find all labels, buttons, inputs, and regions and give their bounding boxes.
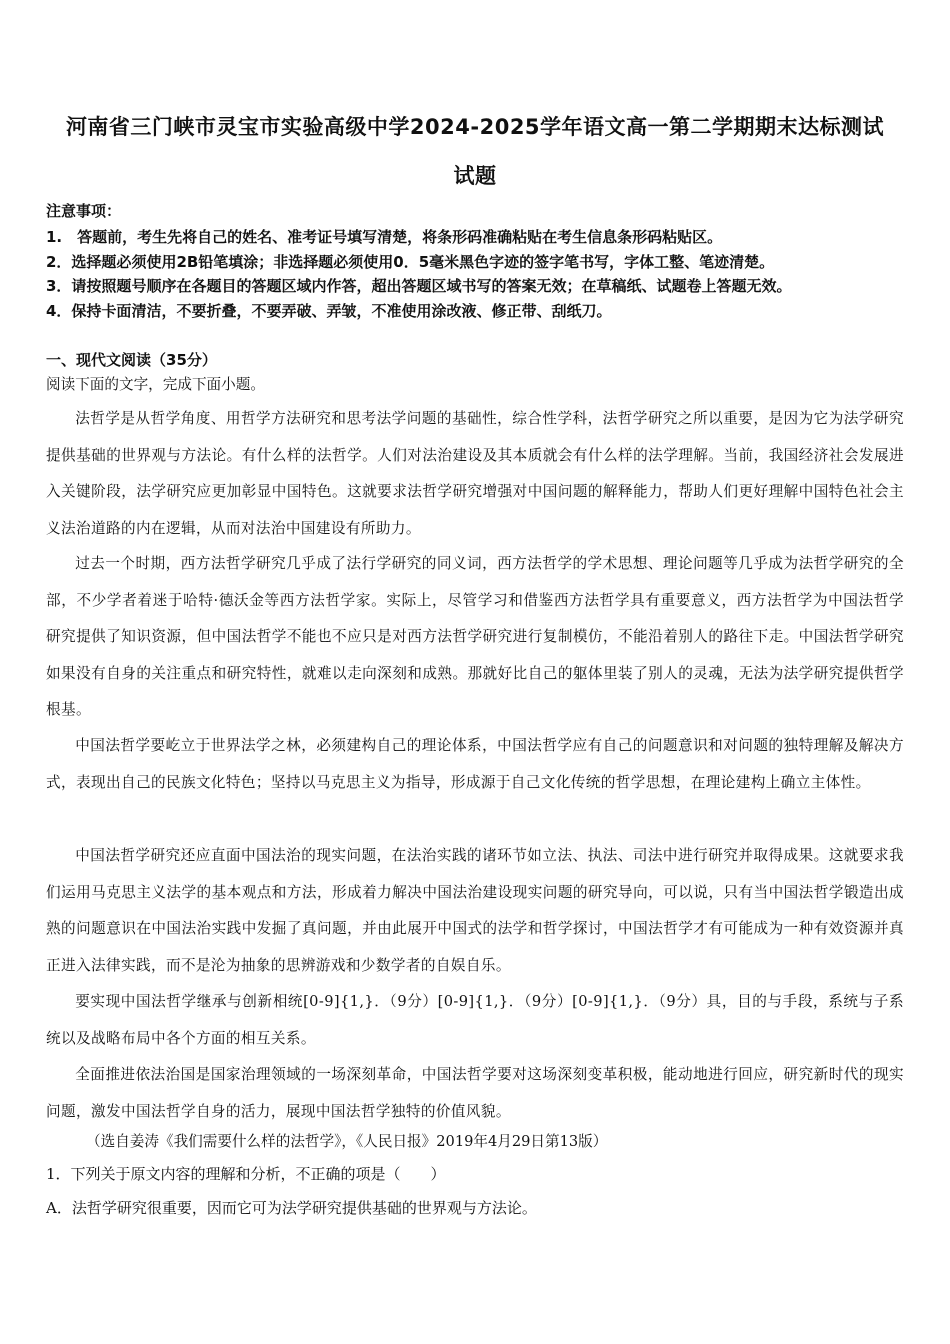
section-heading: 一、现代文阅读（35分） <box>46 351 217 369</box>
passage-paragraph-1: 法哲学是从哲学角度、用哲学方法研究和思考法学问题的基础性，综合性学科，法哲学研究之所以重要，是因为它为法学研究提供基础的世界观与方法论。有什么样的法哲学。人们对法治建设及其本质就会有什么样的法学理解。当前，我国经济社会发展进入关键阶段，法学研究应更加彰显中国特色。这就要求法哲学研究增强对中国问题的解释能力，帮助人们更好理解中国特色社会主义法治道路的内在逻辑，从而对法治中国建设有所助力。 <box>46 410 904 537</box>
notice-item-3: 3．请按照题号顺序在各题目的答题区域内作答，超出答题区域书写的答案无效；在草稿纸、试题卷上答题无效。 <box>46 277 792 295</box>
document-title-line-2: 试题 <box>453 164 497 188</box>
passage-paragraph-4: 中国法哲学研究还应直面中国法治的现实问题，在法治实践的诸环节如立法、执法、司法中进行研究并取得成果。这就要求我们运用马克思主义法学的基本观点和方法，形成着力解决中国法治建设现实问题的研究导向，可以说，只有当中国法哲学锻造出成熟的问题意识在中国法治实践中发掘了真问题，并由此展开中国式的法学和哲学探讨，中国法哲学才有可能成为一种有效资源并真正进入法律实践，而不是沦为抽象的思辨游戏和少数学者的自娱自乐。 <box>46 847 904 974</box>
reading-instruction: 阅读下面的文字，完成下面小题。 <box>46 376 265 393</box>
passage-paragraph-6: 全面推进依法治国是国家治理领域的一场深刻革命，中国法哲学要对这场深刻变革积极，能动地进行回应，研究新时代的现实问题，激发中国法哲学自身的活力，展现中国法哲学独特的价值风貌。 <box>46 1066 904 1120</box>
passage-paragraph-5: 要实现中国法哲学继承与创新相统[0-9]{1,}．（9分）[0-9]{1,}．（9分）[0-9]{1,}．（9分）具，目的与手段，系统与子系统以及战略布局中各个方面的相互关系。 <box>46 993 904 1047</box>
passage-paragraph-2: 过去一个时期，西方法哲学研究几乎成了法行学研究的同义词，西方法哲学的学术思想、理论问题等几乎成为法哲学研究的全部，不少学者着迷于哈特·德沃金等西方法哲学家。实际上，尽管学习和借鉴西方法哲学具有重要意义，西方法哲学为中国法哲学研究提供了知识资源，但中国法哲学不能也不应只是对西方法哲学研究进行复制模仿，不能沿着别人的路往下走。中国法哲学研究如果没有自身的关注重点和研究特性，就难以走向深刻和成熟。那就好比自己的躯体里装了别人的灵魂，无法为法学研究提供哲学根基。 <box>46 555 904 718</box>
passage-source: （选自姜涛《我们需要什么样的法哲学》，《人民日报》2019年4月29日第13版） <box>86 1133 608 1150</box>
question-1-option-a: A．法哲学研究很重要，因而它可为法学研究提供基础的世界观与方法论。 <box>46 1199 537 1217</box>
question-1-stem: 1．下列关于原文内容的理解和分析，不正确的项是（ ） <box>46 1165 446 1183</box>
notice-heading: 注意事项： <box>46 202 122 220</box>
notice-item-4: 4．保持卡面清洁，不要折叠，不要弄破、弄皱，不准使用涂改液、修正带、刮纸刀。 <box>46 302 612 320</box>
passage-paragraph-3: 中国法哲学要屹立于世界法学之林，必须建构自己的理论体系，中国法哲学应有自己的问题意识和对问题的独特理解及解决方式，表现出自己的民族文化特色；坚持以马克思主义为指导，形成源于自己文化传统的哲学思想，在理论建构上确立主体性。 <box>46 737 904 791</box>
notice-item-1: 1. 答题前，考生先将自己的姓名、准考证号填写清楚，将条形码准确粘贴在考生信息条形码粘贴区。 <box>46 228 723 246</box>
notice-item-2: 2．选择题必须使用2B铅笔填涂；非选择题必须使用0．5毫米黑色字迹的签字笔书写，字体工整、笔迹清楚。 <box>46 253 775 271</box>
document-title-line-1: 河南省三门峡市灵宝市实验高级中学2024-2025学年语文高一第二学期期末达标测试 <box>65 115 885 139</box>
